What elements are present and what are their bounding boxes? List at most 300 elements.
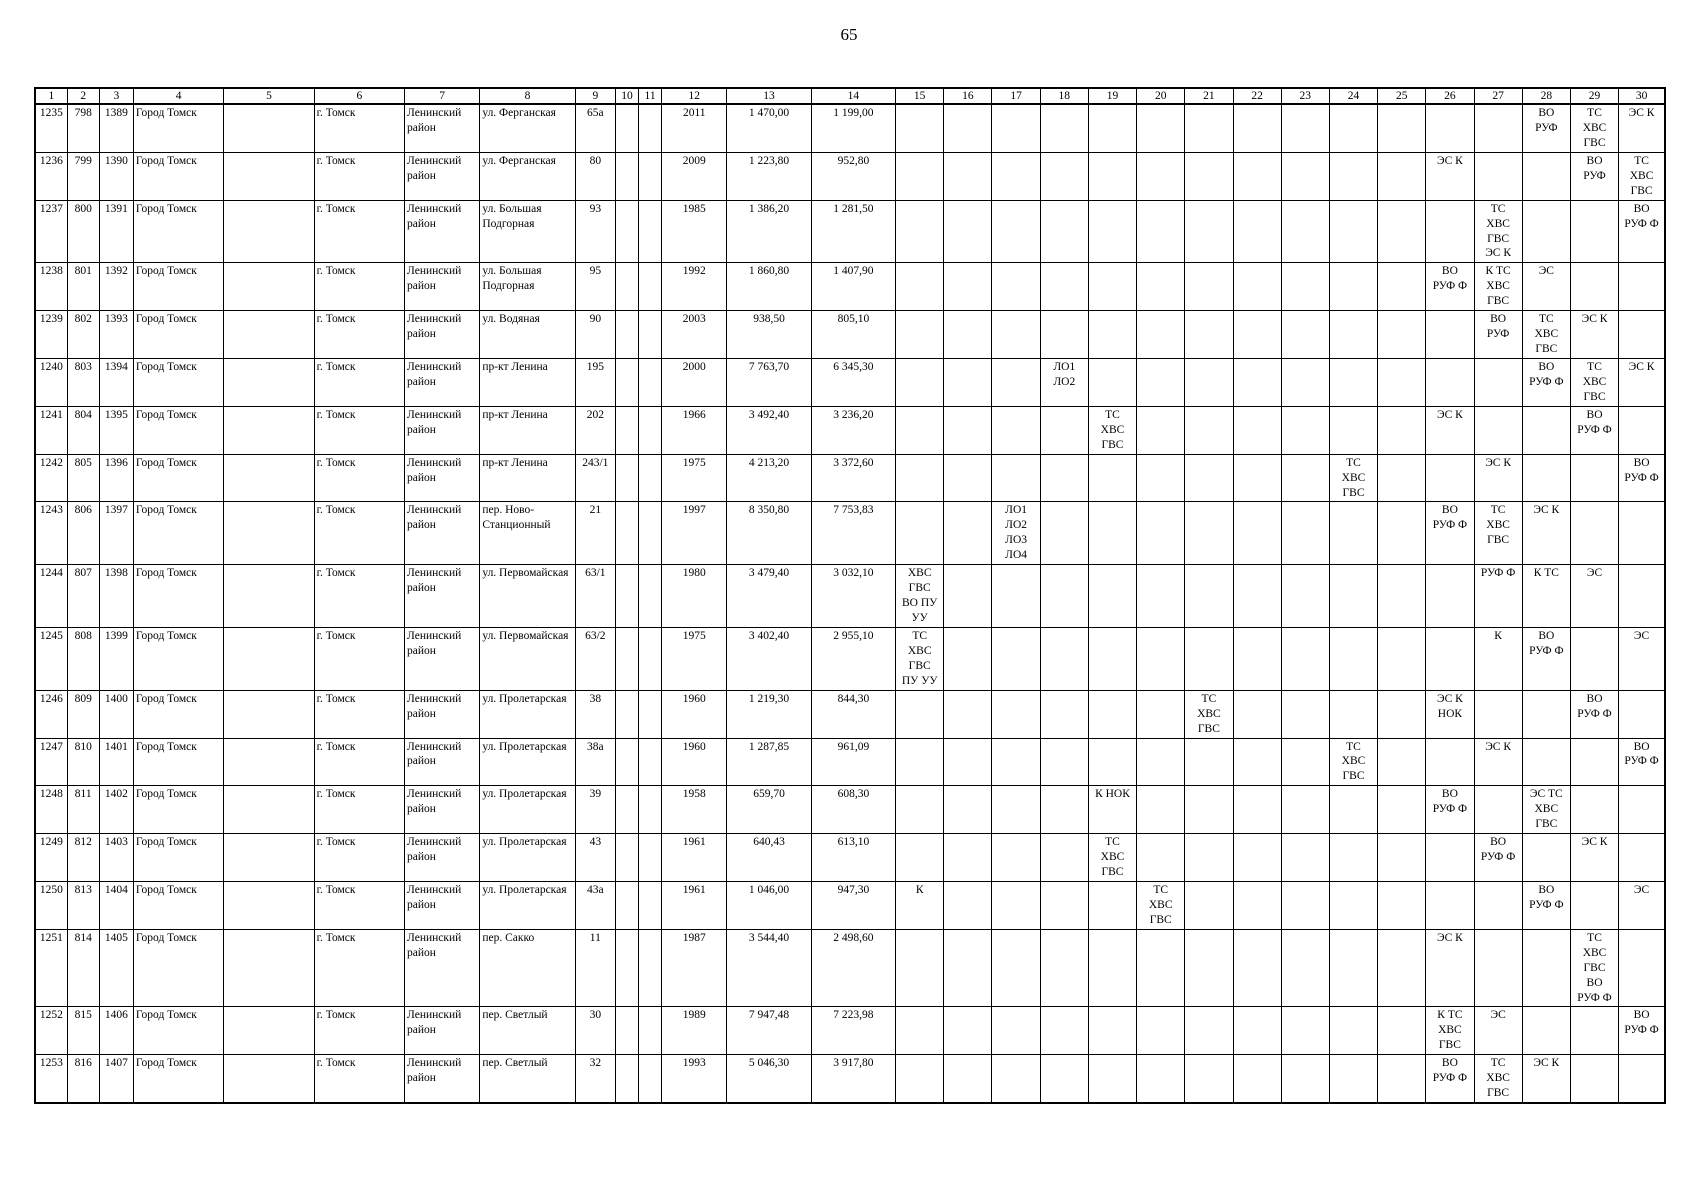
cell-col-5 [224,627,314,690]
cell-col-10 [615,1055,638,1103]
cell-col-6: г. Томск [314,834,404,882]
cell-col-29 [1570,627,1618,690]
cell-col-18 [1040,690,1088,738]
cell-col-29: ВО РУФ [1570,152,1618,200]
cell-col-17: ЛО1 ЛО2 ЛО3 ЛО4 [992,502,1040,565]
cell-col-11 [639,406,662,454]
table-row [35,454,1665,502]
cell-col-17 [992,929,1040,1007]
cell-col-4: Город Томск [133,1007,223,1055]
cell-col-1: 1244 [35,565,67,628]
cell-col-2: 799 [67,152,99,200]
cell-col-8: ул. Пролетарская [480,881,575,929]
cell-col-23 [1281,104,1329,152]
cell-col-22 [1233,834,1281,882]
cell-col-7: Ленинский район [405,454,480,502]
cell-col-29 [1570,200,1618,263]
cell-col-26 [1426,881,1474,929]
cell-col-25 [1378,1007,1426,1055]
cell-col-2: 807 [67,565,99,628]
cell-col-27: ЭС К [1474,738,1522,786]
column-header-3: 3 [99,88,133,104]
cell-col-19 [1088,690,1136,738]
cell-col-19 [1088,311,1136,359]
cell-col-30 [1619,565,1665,628]
cell-col-15 [896,104,944,152]
cell-col-11 [639,738,662,786]
cell-col-4: Город Томск [133,627,223,690]
cell-col-9: 38 [575,690,615,738]
cell-col-9: 195 [575,359,615,407]
cell-col-28 [1522,834,1570,882]
cell-col-10 [615,406,638,454]
cell-col-3: 1399 [99,627,133,690]
cell-col-3: 1389 [99,104,133,152]
cell-col-13: 3 544,40 [727,929,811,1007]
cell-col-12: 2003 [662,311,727,359]
cell-col-21 [1185,454,1233,502]
cell-col-14: 1 281,50 [811,200,895,263]
cell-col-12: 1980 [662,565,727,628]
column-header-30: 30 [1619,88,1665,104]
cell-col-1: 1243 [35,502,67,565]
cell-col-19: К НОК [1088,786,1136,834]
cell-col-25 [1378,263,1426,311]
cell-col-6: г. Томск [314,929,404,1007]
cell-col-27 [1474,359,1522,407]
cell-col-16 [944,311,992,359]
cell-col-16 [944,406,992,454]
cell-col-30 [1619,311,1665,359]
cell-col-21 [1185,200,1233,263]
cell-col-16 [944,502,992,565]
cell-col-19 [1088,627,1136,690]
cell-col-6: г. Томск [314,627,404,690]
cell-col-10 [615,152,638,200]
cell-col-8: пр-кт Ленина [480,454,575,502]
cell-col-5 [224,104,314,152]
cell-col-27 [1474,104,1522,152]
cell-col-21 [1185,359,1233,407]
cell-col-10 [615,627,638,690]
cell-col-1: 1248 [35,786,67,834]
cell-col-24 [1329,311,1377,359]
cell-col-13: 1 860,80 [727,263,811,311]
cell-col-5 [224,359,314,407]
cell-col-9: 38а [575,738,615,786]
cell-col-23 [1281,152,1329,200]
cell-col-21 [1185,1055,1233,1103]
cell-col-17 [992,200,1040,263]
cell-col-7: Ленинский район [405,881,480,929]
cell-col-4: Город Томск [133,359,223,407]
column-header-8: 8 [480,88,575,104]
cell-col-18 [1040,406,1088,454]
column-header-4: 4 [133,88,223,104]
cell-col-18 [1040,104,1088,152]
cell-col-17 [992,406,1040,454]
table-header [35,88,1665,104]
cell-col-21 [1185,738,1233,786]
cell-col-16 [944,454,992,502]
cell-col-30: ЭС К [1619,104,1665,152]
cell-col-22 [1233,929,1281,1007]
cell-col-21 [1185,881,1233,929]
cell-col-21 [1185,311,1233,359]
cell-col-13: 3 402,40 [727,627,811,690]
cell-col-20 [1137,311,1185,359]
cell-col-5 [224,786,314,834]
cell-col-1: 1249 [35,834,67,882]
cell-col-28 [1522,454,1570,502]
cell-col-8: ул. Пролетарская [480,738,575,786]
column-header-2: 2 [67,88,99,104]
cell-col-27: ТС ХВС ГВС [1474,1055,1522,1103]
cell-col-26 [1426,834,1474,882]
cell-col-30 [1619,690,1665,738]
cell-col-28 [1522,406,1570,454]
cell-col-13: 1 470,00 [727,104,811,152]
cell-col-23 [1281,834,1329,882]
cell-col-15 [896,738,944,786]
cell-col-13: 1 386,20 [727,200,811,263]
cell-col-30 [1619,786,1665,834]
column-header-27: 27 [1474,88,1522,104]
cell-col-11 [639,565,662,628]
cell-col-16 [944,881,992,929]
cell-col-6: г. Томск [314,200,404,263]
cell-col-20 [1137,502,1185,565]
cell-col-13: 1 287,85 [727,738,811,786]
column-header-13: 13 [727,88,811,104]
cell-col-12: 1997 [662,502,727,565]
cell-col-25 [1378,152,1426,200]
cell-col-30 [1619,406,1665,454]
column-header-19: 19 [1088,88,1136,104]
cell-col-20 [1137,104,1185,152]
cell-col-20 [1137,565,1185,628]
cell-col-2: 812 [67,834,99,882]
cell-col-11 [639,1007,662,1055]
cell-col-17 [992,881,1040,929]
column-header-16: 16 [944,88,992,104]
cell-col-18 [1040,627,1088,690]
cell-col-2: 814 [67,929,99,1007]
cell-col-25 [1378,1055,1426,1103]
table-row [35,834,1665,882]
cell-col-17 [992,834,1040,882]
cell-col-25 [1378,627,1426,690]
register-table [34,87,1666,1104]
cell-col-23 [1281,738,1329,786]
cell-col-25 [1378,881,1426,929]
cell-col-18 [1040,502,1088,565]
cell-col-1: 1245 [35,627,67,690]
cell-col-3: 1393 [99,311,133,359]
cell-col-13: 8 350,80 [727,502,811,565]
cell-col-5 [224,454,314,502]
cell-col-2: 801 [67,263,99,311]
cell-col-26: ЭС К НОК [1426,690,1474,738]
cell-col-1: 1236 [35,152,67,200]
cell-col-19 [1088,359,1136,407]
cell-col-27: ТС ХВС ГВС ЭС К [1474,200,1522,263]
cell-col-9: 43 [575,834,615,882]
cell-col-24 [1329,406,1377,454]
cell-col-16 [944,200,992,263]
cell-col-30: ЭС К [1619,359,1665,407]
cell-col-29 [1570,502,1618,565]
cell-col-21 [1185,502,1233,565]
cell-col-8: ул. Ферганская [480,152,575,200]
cell-col-15 [896,359,944,407]
cell-col-25 [1378,104,1426,152]
cell-col-27: ТС ХВС ГВС [1474,502,1522,565]
cell-col-25 [1378,929,1426,1007]
cell-col-22 [1233,690,1281,738]
cell-col-2: 816 [67,1055,99,1103]
cell-col-3: 1395 [99,406,133,454]
cell-col-16 [944,929,992,1007]
cell-col-14: 947,30 [811,881,895,929]
cell-col-8: ул. Первомайская [480,565,575,628]
cell-col-22 [1233,565,1281,628]
cell-col-28: ВО РУФ Ф [1522,881,1570,929]
cell-col-30: ЭС [1619,627,1665,690]
cell-col-7: Ленинский район [405,104,480,152]
cell-col-1: 1241 [35,406,67,454]
cell-col-11 [639,929,662,1007]
cell-col-3: 1392 [99,263,133,311]
cell-col-20 [1137,786,1185,834]
cell-col-29 [1570,786,1618,834]
cell-col-7: Ленинский район [405,263,480,311]
cell-col-3: 1390 [99,152,133,200]
cell-col-8: ул. Пролетарская [480,786,575,834]
cell-col-24 [1329,929,1377,1007]
column-header-1: 1 [35,88,67,104]
cell-col-22 [1233,200,1281,263]
cell-col-1: 1237 [35,200,67,263]
cell-col-6: г. Томск [314,152,404,200]
table-row [35,881,1665,929]
table-row [35,263,1665,311]
cell-col-17 [992,690,1040,738]
cell-col-6: г. Томск [314,359,404,407]
cell-col-14: 2 498,60 [811,929,895,1007]
cell-col-28 [1522,929,1570,1007]
cell-col-27 [1474,406,1522,454]
cell-col-22 [1233,502,1281,565]
cell-col-16 [944,1007,992,1055]
column-header-25: 25 [1378,88,1426,104]
cell-col-24: ТС ХВС ГВС [1329,454,1377,502]
cell-col-17 [992,565,1040,628]
cell-col-9: 11 [575,929,615,1007]
cell-col-13: 5 046,30 [727,1055,811,1103]
cell-col-5 [224,929,314,1007]
cell-col-2: 806 [67,502,99,565]
cell-col-12: 1975 [662,627,727,690]
cell-col-10 [615,738,638,786]
cell-col-9: 65а [575,104,615,152]
cell-col-19 [1088,263,1136,311]
cell-col-16 [944,786,992,834]
cell-col-11 [639,502,662,565]
cell-col-30: ЭС [1619,881,1665,929]
cell-col-3: 1402 [99,786,133,834]
cell-col-29 [1570,1007,1618,1055]
cell-col-15: ХВС ГВС ВО ПУ УУ [896,565,944,628]
cell-col-8: ул. Большая Подгорная [480,263,575,311]
cell-col-17 [992,738,1040,786]
cell-col-26: ЭС К [1426,406,1474,454]
cell-col-25 [1378,454,1426,502]
cell-col-7: Ленинский район [405,565,480,628]
cell-col-13: 3 492,40 [727,406,811,454]
cell-col-13: 7 947,48 [727,1007,811,1055]
cell-col-24 [1329,200,1377,263]
cell-col-11 [639,263,662,311]
cell-col-12: 1985 [662,200,727,263]
cell-col-17 [992,627,1040,690]
cell-col-4: Город Томск [133,502,223,565]
cell-col-27 [1474,152,1522,200]
cell-col-5 [224,1007,314,1055]
table-row [35,406,1665,454]
cell-col-9: 39 [575,786,615,834]
cell-col-28: ЭС [1522,263,1570,311]
cell-col-21 [1185,406,1233,454]
cell-col-5 [224,311,314,359]
cell-col-5 [224,263,314,311]
cell-col-8: ул. Пролетарская [480,690,575,738]
cell-col-30 [1619,1055,1665,1103]
cell-col-4: Город Томск [133,406,223,454]
column-header-11: 11 [639,88,662,104]
cell-col-6: г. Томск [314,502,404,565]
cell-col-1: 1251 [35,929,67,1007]
cell-col-26 [1426,200,1474,263]
cell-col-27 [1474,786,1522,834]
column-header-28: 28 [1522,88,1570,104]
cell-col-18 [1040,881,1088,929]
cell-col-10 [615,359,638,407]
cell-col-19 [1088,565,1136,628]
cell-col-6: г. Томск [314,454,404,502]
cell-col-3: 1398 [99,565,133,628]
cell-col-4: Город Томск [133,738,223,786]
cell-col-14: 3 372,60 [811,454,895,502]
cell-col-24 [1329,263,1377,311]
cell-col-6: г. Томск [314,881,404,929]
column-header-22: 22 [1233,88,1281,104]
cell-col-19 [1088,1007,1136,1055]
cell-col-7: Ленинский район [405,929,480,1007]
cell-col-24 [1329,786,1377,834]
cell-col-3: 1405 [99,929,133,1007]
cell-col-10 [615,1007,638,1055]
cell-col-11 [639,881,662,929]
cell-col-5 [224,200,314,263]
cell-col-7: Ленинский район [405,627,480,690]
cell-col-6: г. Томск [314,311,404,359]
cell-col-15: К [896,881,944,929]
cell-col-23 [1281,690,1329,738]
cell-col-22 [1233,881,1281,929]
cell-col-9: 43а [575,881,615,929]
cell-col-27: К ТС ХВС ГВС [1474,263,1522,311]
cell-col-29 [1570,738,1618,786]
cell-col-11 [639,1055,662,1103]
table-row [35,104,1665,152]
cell-col-25 [1378,406,1426,454]
cell-col-2: 802 [67,311,99,359]
cell-col-20 [1137,690,1185,738]
cell-col-13: 1 223,80 [727,152,811,200]
table-row [35,690,1665,738]
cell-col-30 [1619,929,1665,1007]
cell-col-22 [1233,311,1281,359]
table-row [35,786,1665,834]
cell-col-2: 813 [67,881,99,929]
table-row [35,1007,1665,1055]
column-header-18: 18 [1040,88,1088,104]
cell-col-7: Ленинский район [405,406,480,454]
cell-col-12: 1989 [662,1007,727,1055]
cell-col-27 [1474,881,1522,929]
cell-col-30: ВО РУФ Ф [1619,454,1665,502]
cell-col-28 [1522,152,1570,200]
cell-col-12: 2009 [662,152,727,200]
cell-col-1: 1250 [35,881,67,929]
cell-col-17 [992,454,1040,502]
cell-col-21 [1185,929,1233,1007]
cell-col-11 [639,690,662,738]
cell-col-13: 4 213,20 [727,454,811,502]
cell-col-10 [615,263,638,311]
cell-col-10 [615,200,638,263]
cell-col-26 [1426,359,1474,407]
cell-col-16 [944,627,992,690]
cell-col-24 [1329,565,1377,628]
cell-col-9: 80 [575,152,615,200]
column-header-5: 5 [224,88,314,104]
cell-col-24 [1329,359,1377,407]
cell-col-19 [1088,738,1136,786]
cell-col-27: ЭС [1474,1007,1522,1055]
cell-col-14: 3 236,20 [811,406,895,454]
cell-col-15 [896,690,944,738]
cell-col-29: ВО РУФ Ф [1570,690,1618,738]
cell-col-5 [224,565,314,628]
cell-col-1: 1235 [35,104,67,152]
cell-col-14: 608,30 [811,786,895,834]
cell-col-25 [1378,359,1426,407]
cell-col-30 [1619,263,1665,311]
cell-col-30: ТС ХВС ГВС [1619,152,1665,200]
cell-col-26 [1426,738,1474,786]
cell-col-2: 803 [67,359,99,407]
cell-col-20 [1137,1055,1185,1103]
cell-col-18 [1040,311,1088,359]
cell-col-24 [1329,1055,1377,1103]
cell-col-19: ТС ХВС ГВС [1088,406,1136,454]
cell-col-27: ВО РУФ [1474,311,1522,359]
cell-col-8: пр-кт Ленина [480,406,575,454]
cell-col-16 [944,565,992,628]
cell-col-27: К [1474,627,1522,690]
